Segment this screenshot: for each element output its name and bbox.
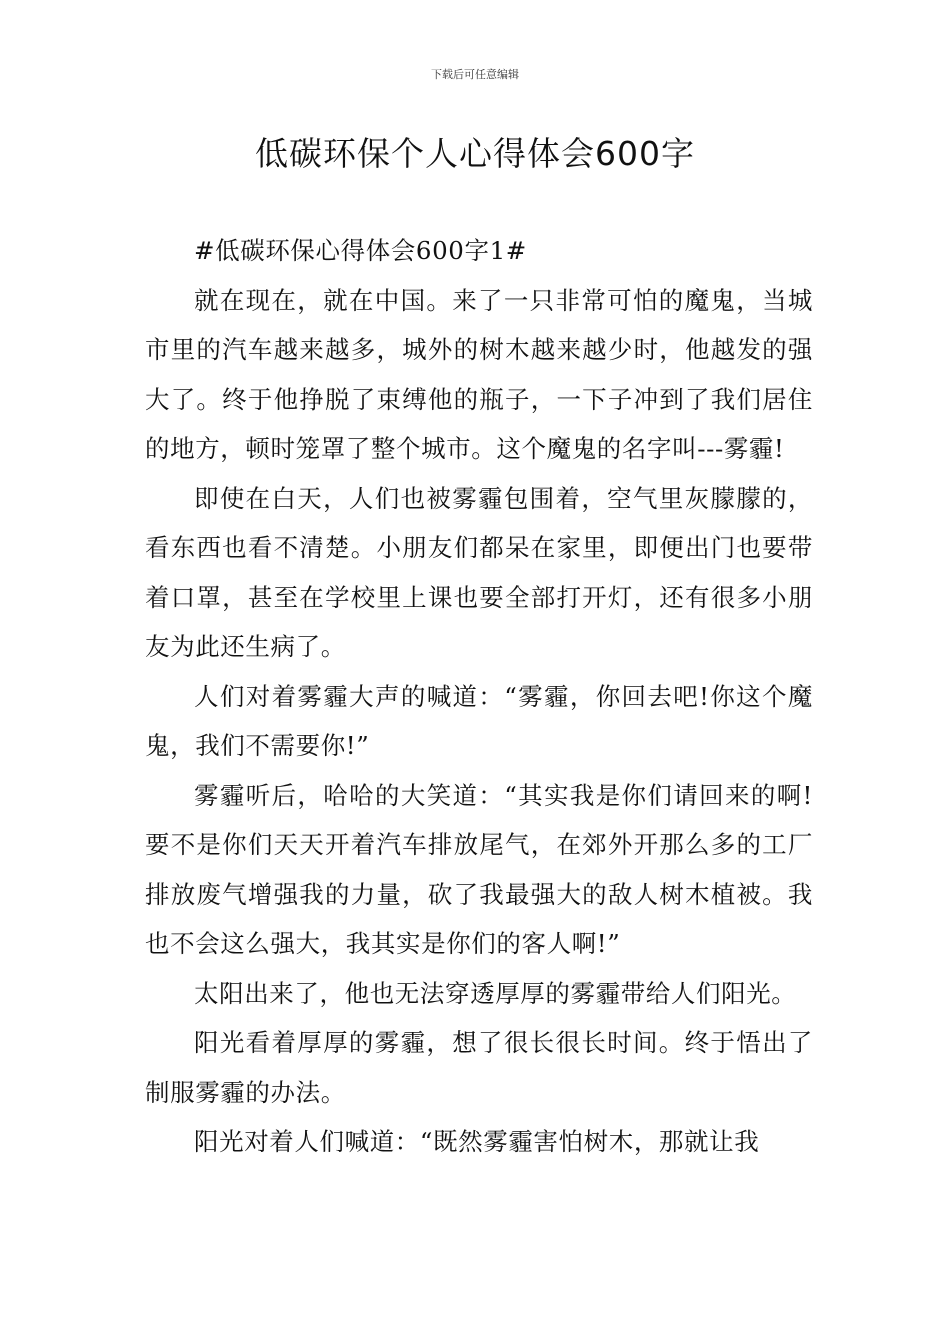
paragraph: 即使在白天，人们也被雾霾包围着，空气里灰朦朦的，看东西也看不清楚。小朋友们都呆在家里，即便出门也要带着口罩，甚至在学校里上课也要全部打开灯，还有很多小朋友为此还生病了。	[145, 483, 813, 661]
paragraph: 就在现在，就在中国。来了一只非常可怕的魔鬼，当城市里的汽车越来越多，城外的树木越来越少时，他越发的强大了。终于他挣脱了束缚他的瓶子，一下子冲到了我们居住的地方，顿时笼罩了整个城市。这个魔鬼的名字叫---雾霾!	[145, 285, 813, 463]
paragraph: 阳光对着人们喊道：“既然雾霾害怕树木，那就让我	[194, 1127, 760, 1156]
document-body	[145, 226, 813, 1167]
paragraph: 太阳出来了，他也无法穿透厚厚的雾霾带给人们阳光。	[194, 978, 797, 1008]
paragraph: 阳光看着厚厚的雾霾，想了很长很长时间。终于悟出了制服雾霾的办法。	[145, 1028, 813, 1107]
section-heading: #低碳环保心得体会600字1#	[194, 236, 527, 265]
header-note: 下载后可任意编辑	[431, 68, 519, 81]
paragraph: 雾霾听后，哈哈的大笑道：“其实我是你们请回来的啊!要不是你们天天开着汽车排放尾气，在郊外开那么多的工厂排放废气增强我的力量，砍了我最强大的敌人树木植被。我也不会这么强大，我其实是你们的客人啊!”	[145, 780, 813, 958]
document-title: 低碳环保个人心得体会600字	[255, 134, 695, 173]
paragraph: 人们对着雾霾大声的喊道：“雾霾，你回去吧!你这个魔鬼，我们不需要你!”	[145, 681, 813, 760]
